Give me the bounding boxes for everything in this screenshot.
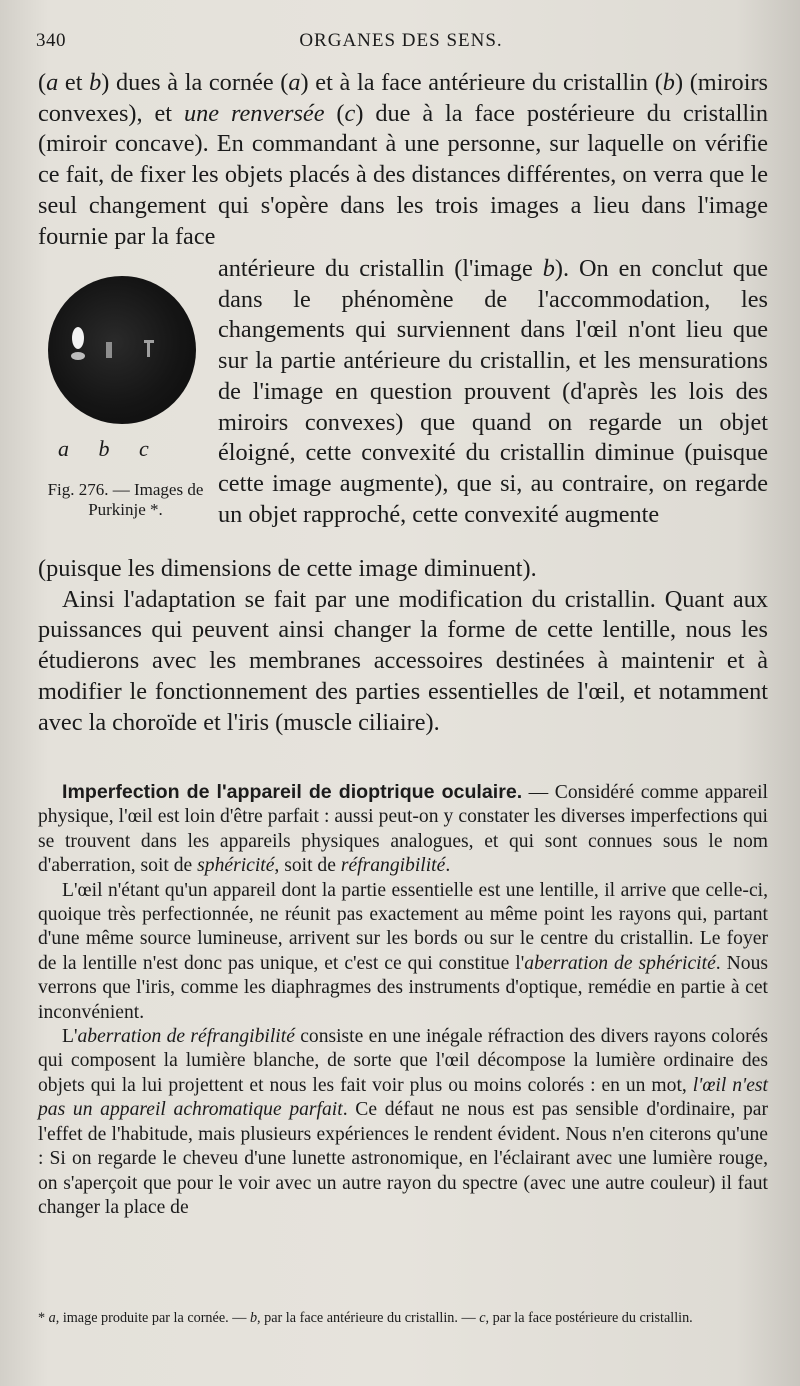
footnote: * a, image produite par la cornée. — b, par la face antérieure du cristallin. — c, par la face postérieure du cristallin. — [38, 1310, 693, 1326]
page-number: 340 — [36, 30, 66, 51]
top-paragraph — [38, 68, 768, 252]
adaptation-paragraph: Ainsi l'adaptation se fait par une modification du cristallin. Quant aux puissances qui peuvent ainsi changer la forme de cette lentille, nous les étudierons avec les membranes accessoires destinées à maintenir et à modifier le fonctionnement des parties essentielles de l'œil, et notamment avec la choroïde et l'iris (muscle ciliaire). — [38, 585, 768, 736]
running-header — [36, 30, 766, 60]
section-heading: Imperfection de l'appareil de dioptrique oculaire. — [62, 781, 523, 803]
figure-purkinje — [38, 270, 213, 530]
float-paragraph: antérieure du cristallin (l'image b). On en conclut que dans le phénomène de l'accommodation, les changements qui surviennent dans l'œil n'ont lieu que sur la partie antérieure du cristallin, et les mensurations de l'image en question prouvent (d'après les lois des miroirs convexes) que quand on regarde un objet éloigné, cette convexité du cristallin diminue (puisque cette image augmente), que si, au contraire, on regarde un objet rapproché, cette convexité augmente — [218, 255, 768, 528]
after-float-paragraph: (puisque les dimensions de cette image diminuent). Ainsi l'adaptation se fait par une modification du cristallin. Quant aux puissances qui peuvent ainsi changer la forme de cette lentille, nous les étudierons avec les membranes accessoires destinées à maintenir et à modifier le fonctionnement des parties essentielles de l'œil, et notamment avec la choroïde et l'iris (muscle ciliaire). — [38, 554, 768, 738]
figure-caption: Fig. 276. — Images de Purkinje *. — [47, 480, 204, 519]
section-paragraph-1: Imperfection de l'appareil de dioptrique oculaire. — Considéré comme appareil physique, l'œil est loin d'être parfait : aussi peut-on y constater les diverses imperfections qui se trouvent dans les appareils physiques analogues, et qui sont connues sous le nom d'aberration, soit de sphéricité, soit de réfrangibilité. — [38, 781, 768, 877]
purkinje-image-disc — [48, 276, 196, 424]
section-paragraph-3: L'aberration de réfrangibilité consiste en une inégale réfraction des divers rayons colorés qui composent la lumière blanche, de sorte que l'œil décompose la lumière ordinaire des objets qui la lui projettent et nous les fait voir plus ou moins colorés : en un mot, l'œil n'est pas un appareil achromatique parfait. Ce défaut ne nous est pas sensible d'ordinaire, par l'effet de l'habitude, mais plusieurs expériences le rendent évident. Nous n'en citerons qu'une : Si on regarde le cheveu d'une lunette astronomique, en l'éclairant avec une lumière rouge, on s'aperçoit que pour le voir avec un autre rayon du spectre (avec une autre couleur) il faut changer la place de — [38, 1026, 768, 1218]
figure-letters: a b c — [58, 436, 161, 461]
running-title: ORGANES DES SENS. — [299, 30, 503, 51]
section-paragraph-2: L'œil n'étant qu'un appareil dont la partie essentielle est une lentille, il arrive que celle-ci, quoique très perfectionnée, ne réunit pas exactement au même point les rayons qui, partant d'une même source lumineuse, arrivent sur les bords ou sur le centre du cristallin. Le foyer de la lentille n'est donc pas unique, et c'est ce qui constitue l'aberration de sphéricité. Nous verrons que l'iris, comme les diaphragmes des instruments d'optique, remédie en partie à cet inconvénient. — [38, 879, 768, 1023]
top-paragraph-text: (a et b) dues à la cornée (a) et à la face antérieure du cristallin (b) (miroirs convexes), et une renversée (c) due à la face postérieure du cristallin (miroir concave). En commandant à une personne, sur laquelle on vérifie ce fait, de fixer les objets placés à des distances différentes, on verra que le seul changement qui s'opère dans les trois images a lieu dans l'image fournie par la face — [38, 69, 769, 250]
section-imperfection — [38, 780, 768, 1220]
